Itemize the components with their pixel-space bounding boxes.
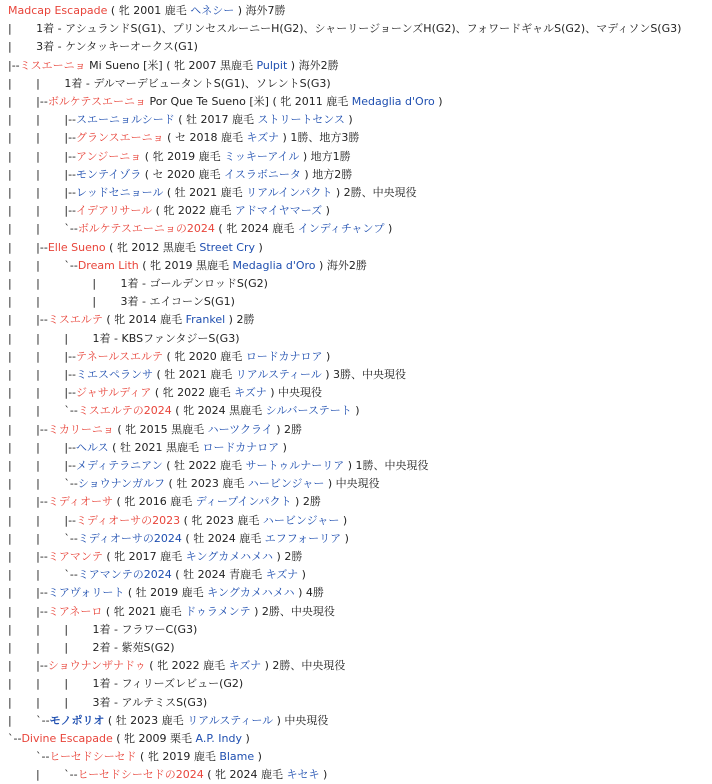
tree-text: | |-- bbox=[8, 604, 48, 618]
tree-line bbox=[8, 730, 712, 748]
tree-line bbox=[8, 220, 712, 238]
tree-line bbox=[8, 129, 712, 147]
tree-text: ) bbox=[241, 732, 250, 745]
tree-line bbox=[8, 184, 712, 202]
sire-name-link[interactable]: ヘルス bbox=[76, 440, 109, 454]
horse-name-link[interactable]: グランスエーニョ bbox=[76, 131, 164, 145]
sire-name-link[interactable]: ハーツクライ bbox=[207, 422, 273, 436]
tree-text: ) 1勝、地方3勝 bbox=[279, 131, 360, 145]
tree-line bbox=[8, 366, 712, 384]
tree-text: ( 牝 2022 鹿毛 bbox=[145, 659, 229, 673]
tree-line bbox=[8, 330, 712, 348]
tree-line bbox=[8, 530, 712, 548]
sire-name-link[interactable]: ストリートセンス bbox=[257, 113, 345, 127]
horse-name-link[interactable]: ミアネーロ bbox=[47, 604, 103, 618]
sire-name-link[interactable]: キセキ bbox=[286, 768, 320, 782]
tree-text: Mi Sueno [米] ( 牝 2007 黒鹿毛 bbox=[85, 58, 257, 72]
tree-line bbox=[8, 111, 712, 129]
tree-text: | |-- bbox=[8, 586, 48, 600]
tree-line bbox=[8, 148, 712, 166]
tree-text: ) bbox=[279, 440, 287, 454]
tree-text: | | |-- bbox=[8, 386, 77, 400]
tree-text: ) 2勝、中央現役 bbox=[332, 186, 417, 199]
sire-name-link[interactable]: ロードカナロア bbox=[245, 349, 323, 363]
horse-name-link[interactable]: Dream Lith bbox=[77, 258, 139, 272]
tree-text: `-- bbox=[8, 750, 50, 764]
sire-name-link[interactable]: イスラボニータ bbox=[224, 167, 301, 181]
tree-line bbox=[8, 20, 712, 38]
sire-name-link[interactable]: キズナ bbox=[228, 659, 262, 673]
tree-line bbox=[8, 621, 712, 639]
tree-text: |-- bbox=[8, 58, 20, 72]
horse-name-link[interactable]: ショウナンザナドゥ bbox=[47, 659, 146, 673]
sire-name-link[interactable]: メディテラニアン bbox=[76, 459, 163, 472]
sire-name-link[interactable]: リアルスティール bbox=[187, 713, 274, 727]
tree-text: | |-- bbox=[8, 95, 48, 108]
tree-text: | `-- bbox=[8, 713, 50, 727]
tree-text: | | `-- bbox=[8, 258, 78, 272]
tree-text: ( 牝 2019 鹿毛 bbox=[141, 149, 225, 163]
tree-line bbox=[8, 311, 712, 329]
tree-line bbox=[8, 657, 712, 675]
sire-name-link[interactable]: ハービンジャー bbox=[262, 513, 340, 527]
tree-text: | |-- bbox=[8, 659, 48, 673]
sire-name-link[interactable]: アドマイヤマーズ bbox=[234, 204, 323, 218]
tree-text: | | `-- bbox=[8, 404, 78, 418]
tree-line bbox=[8, 2, 712, 20]
tree-text: | 3着 - ケンタッキーオークス(G1) bbox=[8, 40, 198, 54]
sire-name-link[interactable]: Pulpit bbox=[256, 58, 288, 72]
sire-name-link[interactable]: エフフォーリア bbox=[264, 531, 342, 545]
tree-text: ) bbox=[344, 113, 353, 127]
horse-name-link[interactable]: ジャサルディア bbox=[76, 386, 152, 400]
tree-text: ( 牝 2020 鹿毛 bbox=[163, 349, 246, 363]
tree-text: ) bbox=[351, 404, 360, 418]
sire-name-link[interactable]: リアルスティール bbox=[235, 368, 322, 381]
tree-text: ) 2勝 bbox=[225, 313, 255, 327]
tree-line bbox=[8, 457, 712, 475]
tree-text: | |-- bbox=[8, 422, 48, 436]
sire-name-link[interactable]: ショウナンガルフ bbox=[77, 477, 166, 491]
tree-text: ) 海外2勝 bbox=[315, 258, 367, 272]
sire-name-link[interactable]: キングカメハメハ bbox=[207, 586, 295, 600]
tree-text: ( 牡 2021 鹿毛 bbox=[153, 368, 236, 381]
tree-text: ) bbox=[341, 531, 349, 545]
tree-text: | | |-- bbox=[8, 113, 77, 127]
tree-line bbox=[8, 239, 712, 257]
sire-name-link[interactable]: リアルインパクト bbox=[246, 186, 333, 199]
tree-text: | | |-- bbox=[8, 131, 77, 145]
horse-name-link[interactable]: ヒーセドシーセドの2024 bbox=[77, 768, 204, 782]
tree-text: ) bbox=[384, 222, 393, 236]
tree-line bbox=[8, 694, 712, 712]
sire-name-link[interactable]: レッドセニョール bbox=[76, 186, 164, 199]
horse-name-link[interactable]: アンジーニョ bbox=[76, 149, 142, 163]
tree-line bbox=[8, 439, 712, 457]
horse-name-link[interactable]: Madcap Escapade bbox=[8, 4, 108, 17]
tree-text: ( 牝 2024 鹿毛 bbox=[203, 768, 287, 782]
tree-text: ) 3勝、中央現役 bbox=[321, 368, 407, 381]
tree-line bbox=[8, 493, 712, 511]
tree-text: | | |-- bbox=[8, 459, 77, 472]
tree-text: | | | 3着 - アルテミスS(G3) bbox=[8, 695, 208, 709]
tree-text: | | | 1着 - フラワーC(G3) bbox=[8, 622, 198, 636]
tree-text: | | |-- bbox=[8, 349, 77, 363]
tree-line bbox=[8, 603, 712, 621]
tree-text: ( 牝 2024 鹿毛 bbox=[214, 222, 298, 236]
tree-line bbox=[8, 93, 712, 111]
sire-name-link[interactable]: キズナ bbox=[265, 568, 299, 582]
tree-text: | | | 1着 - KBSファンタジーS(G3) bbox=[8, 331, 240, 345]
tree-text: ) bbox=[339, 513, 348, 527]
sire-name-link[interactable]: A.P. Indy bbox=[195, 732, 242, 745]
sire-name-link[interactable]: Frankel bbox=[185, 313, 226, 327]
sire-name-link[interactable]: ミディオーサの2024 bbox=[77, 531, 182, 545]
horse-name-link[interactable]: Elle Sueno bbox=[47, 240, 106, 254]
sire-name-link[interactable]: Medaglia d'Oro bbox=[232, 258, 316, 272]
horse-name-link[interactable]: Divine Escapade bbox=[21, 732, 113, 745]
sire-name-link[interactable]: キズナ bbox=[246, 131, 280, 145]
horse-name-link[interactable]: ミカリーニョ bbox=[47, 422, 114, 436]
horse-name-link[interactable]: ミスエーニョ bbox=[19, 58, 86, 72]
tree-text: ( 牡 2023 鹿毛 bbox=[165, 477, 248, 491]
tree-line bbox=[8, 275, 712, 293]
tree-text: | | `-- bbox=[8, 477, 78, 491]
tree-line bbox=[8, 675, 712, 693]
tree-text: ( 牝 2001 鹿毛 bbox=[107, 4, 191, 17]
tree-text: ( 牝 2019 鹿毛 bbox=[136, 750, 220, 764]
tree-text: | | |-- bbox=[8, 186, 77, 199]
tree-text: | | | 2着 - 紫苑S(G2) bbox=[8, 641, 175, 654]
tree-text: ) 2勝 bbox=[272, 422, 303, 436]
horse-name-link[interactable]: テネールスエルテ bbox=[76, 349, 164, 363]
tree-line bbox=[8, 766, 712, 784]
tree-text: ( 牡 2022 鹿毛 bbox=[162, 459, 246, 472]
sire-name-link[interactable]: モンテイゾラ bbox=[76, 167, 142, 181]
tree-text: ) 2勝、中央現役 bbox=[250, 604, 335, 618]
horse-name-link[interactable]: ミディオーサの2023 bbox=[76, 513, 181, 527]
tree-text: `-- bbox=[8, 732, 22, 745]
tree-line bbox=[8, 512, 712, 530]
sire-name-link[interactable]: インディチャンプ bbox=[297, 222, 385, 236]
tree-text: ( 牝 2009 栗毛 bbox=[112, 732, 196, 745]
tree-line bbox=[8, 712, 712, 730]
tree-line bbox=[8, 548, 712, 566]
tree-line bbox=[8, 348, 712, 366]
tree-text: | | |-- bbox=[8, 167, 77, 181]
tree-text: Por Que Te Sueno [米] ( 牝 2011 鹿毛 bbox=[145, 95, 352, 108]
tree-text: ) 中央現役 bbox=[324, 477, 380, 491]
tree-text: ) bbox=[322, 349, 331, 363]
tree-text: | | |-- bbox=[8, 368, 77, 381]
tree-text: ( セ 2020 鹿毛 bbox=[141, 167, 225, 181]
tree-text: ) 海外2勝 bbox=[287, 58, 339, 72]
tree-line bbox=[8, 166, 712, 184]
sire-name-link[interactable]: ヘネシー bbox=[190, 4, 235, 17]
tree-text: ) 2勝 bbox=[273, 550, 303, 563]
horse-name-link[interactable]: ボルケテスエーニョの2024 bbox=[77, 222, 215, 236]
tree-text: ( セ 2018 鹿毛 bbox=[163, 131, 247, 145]
sire-name-link[interactable]: ディープインパクト bbox=[195, 495, 292, 509]
sire-name-link[interactable]: ハービンジャー bbox=[247, 477, 325, 491]
sire-name-link[interactable]: Blame bbox=[219, 750, 255, 764]
tree-text: | | | 1着 - ゴールデンロッドS(G2) bbox=[8, 277, 268, 290]
sire-name-link[interactable]: モノポリオ bbox=[49, 713, 105, 727]
tree-text: ( 牡 2019 鹿毛 bbox=[124, 586, 208, 600]
tree-text: | |-- bbox=[8, 313, 48, 327]
tree-text: ( 牡 2021 鹿毛 bbox=[163, 186, 247, 199]
sire-name-link[interactable]: ドゥラメンテ bbox=[185, 604, 251, 618]
sire-name-link[interactable]: シルバーステート bbox=[265, 404, 352, 418]
tree-line bbox=[8, 475, 712, 493]
tree-text: ) bbox=[319, 768, 328, 782]
tree-line bbox=[8, 57, 712, 75]
tree-line bbox=[8, 421, 712, 439]
tree-line bbox=[8, 748, 712, 766]
tree-text: ) 1勝、中央現役 bbox=[344, 459, 429, 472]
tree-text: ) bbox=[255, 240, 263, 254]
tree-text: | | | 3着 - エイコーンS(G1) bbox=[8, 295, 235, 309]
sire-name-link[interactable]: Medaglia d'Oro bbox=[351, 95, 435, 108]
horse-name-link[interactable]: ヒーセドシーセド bbox=[49, 750, 137, 764]
sire-name-link[interactable]: ミアヴォリート bbox=[47, 586, 125, 600]
sire-name-link[interactable]: キングカメハメハ bbox=[185, 550, 274, 563]
horse-name-link[interactable]: ミアマンテ bbox=[47, 550, 103, 563]
tree-text: ( 牡 2024 青鹿毛 bbox=[171, 568, 266, 582]
tree-text: ( 牡 2021 黒鹿毛 bbox=[108, 440, 203, 454]
tree-text: | | `-- bbox=[8, 568, 78, 582]
tree-text: ( 牡 2017 鹿毛 bbox=[174, 113, 258, 127]
tree-text: ( 牝 2022 鹿毛 bbox=[152, 204, 235, 218]
tree-text: ) bbox=[322, 204, 330, 218]
horse-name-link[interactable]: イデアリサール bbox=[76, 204, 153, 218]
tree-line bbox=[8, 584, 712, 602]
tree-text: ( 牝 2024 黒鹿毛 bbox=[171, 404, 266, 418]
tree-text: ( 牝 2015 黒鹿毛 bbox=[113, 422, 208, 436]
tree-line bbox=[8, 75, 712, 93]
tree-text: | 1着 - アシュランドS(G1)、プリンセスルーニーH(G2)、シャーリージョーンズH(G2)、フォワードギャルS(G2)、マディソンS(G3) bbox=[8, 22, 682, 36]
horse-name-link[interactable]: ボルケテスエーニョ bbox=[47, 95, 146, 108]
tree-text: ) 中央現役 bbox=[273, 713, 329, 727]
tree-text: ( 牡 2024 鹿毛 bbox=[181, 531, 265, 545]
tree-text: | | `-- bbox=[8, 531, 78, 545]
tree-line bbox=[8, 402, 712, 420]
sire-name-link[interactable]: ミアマンテの2024 bbox=[77, 568, 172, 582]
sire-name-link[interactable]: スエーニョルシード bbox=[76, 113, 175, 127]
tree-line bbox=[8, 257, 712, 275]
tree-text: | | 1着 - デルマーデビュータントS(G1)、ソレントS(G3) bbox=[8, 76, 331, 90]
tree-text: ( 牝 2021 鹿毛 bbox=[102, 604, 186, 618]
tree-text: ( 牡 2023 鹿毛 bbox=[104, 713, 188, 727]
tree-text: ) 4勝 bbox=[294, 586, 324, 600]
tree-line bbox=[8, 639, 712, 657]
tree-text: | | `-- bbox=[8, 222, 78, 236]
tree-text: | | |-- bbox=[8, 513, 77, 527]
tree-text: ) bbox=[434, 95, 443, 108]
tree-text: ) 中央現役 bbox=[266, 386, 323, 400]
tree-text: ( 牝 2016 鹿毛 bbox=[112, 495, 196, 509]
sire-name-link[interactable]: サートゥルナーリア bbox=[245, 459, 345, 472]
tree-text: | | |-- bbox=[8, 204, 77, 218]
sire-name-link[interactable]: ミッキーアイル bbox=[224, 149, 300, 163]
tree-text: ( 牝 2022 鹿毛 bbox=[151, 386, 235, 400]
sire-name-link[interactable]: ミエスペランサ bbox=[76, 368, 154, 381]
sire-name-link[interactable]: キズナ bbox=[234, 386, 267, 400]
tree-line bbox=[8, 293, 712, 311]
tree-line bbox=[8, 566, 712, 584]
tree-text: ) bbox=[254, 750, 262, 764]
tree-text: | | |-- bbox=[8, 440, 77, 454]
tree-text: | |-- bbox=[8, 495, 48, 509]
tree-text: ( 牝 2017 鹿毛 bbox=[102, 550, 186, 563]
tree-text: | |-- bbox=[8, 240, 48, 254]
tree-text: ( 牝 2019 黒鹿毛 bbox=[138, 258, 233, 272]
tree-line bbox=[8, 202, 712, 220]
horse-name-link[interactable]: ミディオーサ bbox=[47, 495, 113, 509]
tree-text: ) bbox=[298, 568, 306, 582]
tree-text: ) 2勝 bbox=[291, 495, 321, 509]
sire-name-link[interactable]: Street Cry bbox=[199, 240, 255, 254]
tree-text: ( 牝 2023 鹿毛 bbox=[180, 513, 263, 527]
horse-name-link[interactable]: ミスエルテ bbox=[47, 313, 103, 327]
tree-text: ) 2勝、中央現役 bbox=[261, 659, 346, 673]
tree-text: | `-- bbox=[8, 768, 78, 782]
tree-line bbox=[8, 38, 712, 56]
tree-text: ) 地方2勝 bbox=[300, 167, 353, 181]
tree-text: | | | 1着 - フィリーズレビュー(G2) bbox=[8, 677, 244, 691]
tree-text: ( 牝 2014 鹿毛 bbox=[102, 313, 186, 327]
tree-text: | |-- bbox=[8, 550, 48, 563]
tree-text: ( 牝 2012 黒鹿毛 bbox=[105, 240, 200, 254]
tree-line bbox=[8, 384, 712, 402]
horse-name-link[interactable]: ミスエルテの2024 bbox=[77, 404, 172, 418]
tree-text: | | |-- bbox=[8, 149, 77, 163]
tree-text: ) 海外7勝 bbox=[234, 4, 286, 17]
sire-name-link[interactable]: ロードカナロア bbox=[202, 440, 280, 454]
tree-text: ) 地方1勝 bbox=[299, 149, 351, 163]
